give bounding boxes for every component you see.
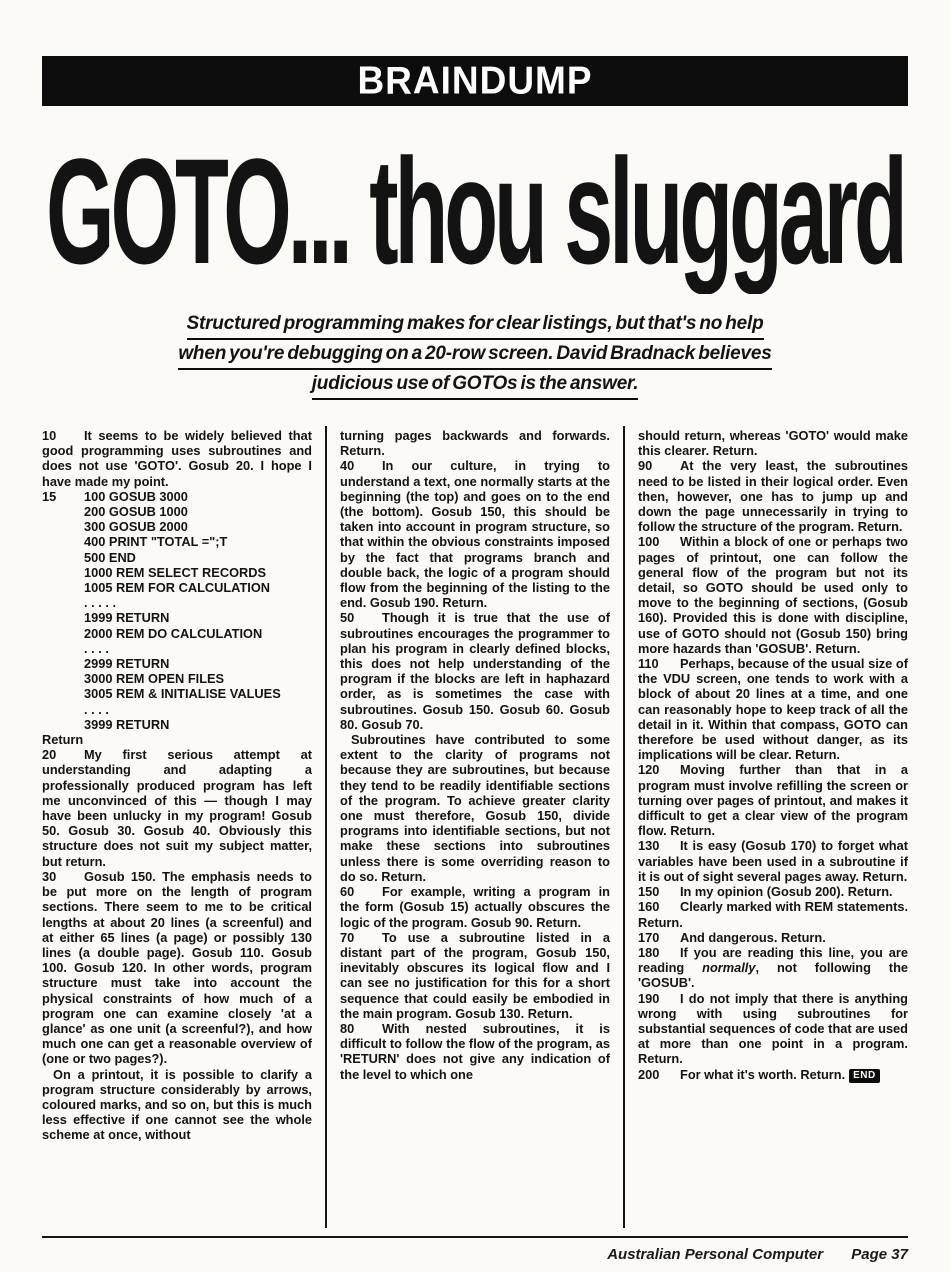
standfirst-line-text: Structured programming makes for clear listings, but that's no help	[187, 310, 764, 340]
paragraph	[340, 930, 610, 1021]
paragraph	[638, 945, 908, 991]
paragraph	[638, 884, 908, 899]
paragraph	[638, 656, 908, 762]
paragraph	[638, 930, 908, 945]
paragraph	[638, 899, 908, 929]
paragraph-text: Gosub 150. The emphasis needs to be put more on the length of program sections. There seem to me to be critical lengths at about 20 lines (a screenful) and at either 65 lines (a page) or possibly 130 lines (a double page). Gosub 110. Gosub 100. Gosub 120. In other words, program structure must take into account the physical constraints of how much of a program one can examine closely 'at a glance' as one unit (a screenful?), and how much one can get a reasonable overview of (one or two pages?).	[42, 868, 312, 1067]
paragraph-text: turning pages backwards and forwards. Return.	[340, 428, 610, 459]
section-banner-text: BRAINDUMP	[357, 58, 593, 102]
paragraph-number: 20	[42, 747, 57, 763]
standfirst-line	[0, 310, 950, 340]
paragraph	[340, 428, 610, 458]
paragraph-number: 170	[638, 929, 660, 945]
paragraph	[340, 884, 610, 930]
code-line: 2000 REM DO CALCULATION	[84, 625, 263, 641]
paragraph-text: To use a subroutine listed in a distant part of the program, Gosub 150, inevitably obscures its logical flow and I can see no justification for this for a short sequence that could easily be embodied in the main program. Gosub 130. Return.	[340, 929, 610, 1021]
paragraph-number: 130	[638, 838, 660, 854]
paragraph-number: 30	[42, 868, 57, 884]
code-line: 1005 REM FOR CALCULATION	[84, 580, 271, 596]
paragraph	[638, 838, 908, 884]
paragraph	[42, 869, 312, 1067]
code-listing	[42, 489, 312, 732]
paragraph-number: 190	[638, 990, 660, 1006]
paragraph-text: In our culture, in trying to understand a text, one normally starts at the beginning (the top) and goes on to the end (the bottom). Gosub 150, this should be taken into account in program structure, so that within the obvious constraints imposed by the fact that programs branch and double back, the logic of a program should flow from the beginning of the listing to the end. Gosub 190. Return.	[340, 458, 610, 611]
paragraph	[42, 1067, 312, 1143]
paragraph-text: , not following the 'GOSUB'.	[638, 960, 908, 991]
standfirst-line-text: judicious use of GOTOs is the answer.	[312, 370, 639, 400]
paragraph-text: Within a block of one or perhaps two pages of printout, one can follow the general flow of the program but not its detail, so GOTO should be used only to move to the beginning of sections, (Gosub 160). Provided this is done with discipline, use of GOTO should not (Gosub 150) bring more hazards than 'GOSUB'. Return.	[638, 534, 908, 656]
code-line: 3000 REM OPEN FILES	[84, 671, 225, 687]
standfirst-line	[0, 340, 950, 370]
paragraph-text: Subroutines have contributed to some extent to the clarity of programs not because they are subroutines, but because they tend to be readily identifiable sections of the program. To achieve greater clarity one must therefore, Gosub 150, divide programs into identifiable sections, but not make these sections into subroutines unless there is some overriding reason to do so. Return.	[340, 732, 610, 884]
paragraph-text: I do not imply that there is anything wrong with using subroutines for substantial sequences of code that are used at more than one point in a program. Return.	[638, 990, 908, 1067]
paragraph	[340, 610, 610, 732]
paragraph	[638, 991, 908, 1067]
code-line: 1999 RETURN	[84, 610, 170, 626]
paragraph-text: On a printout, it is possible to clarify a program structure considerably by arrows, coloured marks, and so on, but this is much less effective if one cannot see the whole scheme at once, without	[42, 1066, 312, 1143]
paragraph	[42, 732, 312, 747]
paragraph-text: Moving further than that in a program must involve refilling the screen or turning over pages of printout, and makes it difficult to get a clear view of the program flow. Return.	[638, 762, 908, 839]
paragraph-text: Clearly marked with REM statements. Return.	[638, 899, 908, 930]
article-column-2	[325, 426, 623, 1228]
code-line: 300 GOSUB 2000	[84, 519, 188, 535]
paragraph	[340, 1021, 610, 1082]
code-line: 100 GOSUB 3000	[84, 488, 188, 504]
paragraph-text: For what it's worth. Return.	[680, 1066, 846, 1082]
paragraph-number: 100	[638, 534, 660, 550]
code-line: . . . .	[84, 640, 109, 656]
code-line: 1000 REM SELECT RECORDS	[84, 564, 267, 580]
paragraph-text: My first serious attempt at understanding and adapting a professionally produced program has left me unconvinced of this — though I may have been unlucky in my program! Gosub 50. Gosub 30. Gosub 40. Obviously this structure does not suit my subject matter, but return.	[42, 747, 312, 869]
article-body	[42, 426, 908, 1228]
paragraph	[638, 534, 908, 656]
code-line: 2999 RETURN	[84, 656, 170, 672]
code-lines	[84, 489, 312, 732]
paragraph-text: Perhaps, because of the usual size of the VDU screen, one tends to work with a block of about 20 lines at a time, and one can reasonably hope to keep track of all the detail in it. Within that compass, GOTO can therefore be used without danger, as its implications will be clear. Return.	[638, 656, 908, 763]
section-banner	[42, 56, 908, 106]
paragraph-text: Return	[42, 732, 84, 748]
paragraph-number: 15	[42, 488, 57, 504]
paragraph	[638, 762, 908, 838]
code-line: 3999 RETURN	[84, 716, 170, 732]
paragraph-text: It is easy (Gosub 170) to forget what variables have been used in a subroutine if it is out of sight several pages away. Return.	[638, 838, 908, 884]
paragraph-number: 160	[638, 899, 660, 915]
paragraph	[340, 458, 610, 610]
code-line: 400 PRINT "TOTAL =";T	[84, 534, 228, 550]
code-line: 200 GOSUB 1000	[84, 504, 188, 520]
paragraph	[42, 747, 312, 869]
paragraph-text: With nested subroutines, it is difficult to follow the flow of the program, as 'RETURN' does not give any indication of the level to which one	[340, 1020, 610, 1082]
code-line: . . . .	[84, 701, 109, 717]
page-footer	[42, 1236, 908, 1263]
paragraph-number: 50	[340, 610, 355, 626]
paragraph-text: And dangerous. Return.	[680, 929, 826, 945]
paragraph-number: 90	[638, 458, 653, 474]
paragraph	[340, 732, 610, 884]
standfirst-line-text: when you're debugging on a 20-row screen. David Bradnack believes	[178, 340, 771, 370]
article-column-3	[623, 426, 908, 1228]
paragraph-number: 60	[340, 884, 355, 900]
standfirst-line	[0, 370, 950, 400]
paragraph-number: 110	[638, 656, 659, 672]
paragraph-text: It seems to be widely believed that good programming uses subroutines and does not use 'GOTO'. Gosub 20. I hope I have made my point.	[42, 428, 312, 489]
paragraph-number: 40	[340, 458, 355, 474]
paragraph-number: 180	[638, 944, 660, 960]
code-line: 3005 REM & INITIALISE VALUES	[84, 686, 281, 702]
paragraph-number: 120	[638, 762, 660, 778]
paragraph-number: 150	[638, 884, 660, 900]
paragraph	[638, 428, 908, 458]
paragraph-number: 80	[340, 1020, 355, 1036]
magazine-name: Australian Personal Computer	[607, 1246, 824, 1263]
article-column-1	[42, 426, 325, 1228]
paragraph	[638, 458, 908, 534]
paragraph-text: At the very least, the subroutines need to be listed in their logical order. Even then, however, one has to jump up and down the page unnecessarily in trying to follow the structure of the program. Return.	[638, 458, 908, 535]
paragraph-text: In my opinion (Gosub 200). Return.	[680, 884, 893, 900]
article-title-text: GOTO... thou sluggard	[46, 132, 904, 294]
page-number: Page 37	[851, 1246, 908, 1263]
paragraph-text: should return, whereas 'GOTO' would make this clearer. Return.	[638, 428, 908, 459]
paragraph-number: 200	[638, 1066, 660, 1082]
code-line: . . . . .	[84, 595, 116, 611]
paragraph-number: 70	[340, 929, 355, 945]
end-badge: END	[849, 1069, 880, 1083]
standfirst	[0, 310, 950, 400]
paragraph-number: 10	[42, 428, 57, 443]
paragraph	[638, 1067, 908, 1083]
paragraph-text: Though it is true that the use of subroutines encourages the programmer to plan his program in clearly defined blocks, this does not help understanding of the program if the blocks are left in haphazard order, as is sometimes the case with subroutines. Gosub 150. Gosub 60. Gosub 80. Gosub 70.	[340, 610, 610, 732]
paragraph-text: normally	[702, 960, 756, 976]
paragraph	[42, 428, 312, 489]
paragraph-text: For example, writing a program in the form (Gosub 15) actually obscures the logic of the program. Gosub 90. Return.	[340, 884, 610, 930]
code-line: 500 END	[84, 549, 136, 565]
paragraph-text: If you are reading this line, you are reading	[638, 944, 908, 976]
article-title	[46, 132, 904, 294]
